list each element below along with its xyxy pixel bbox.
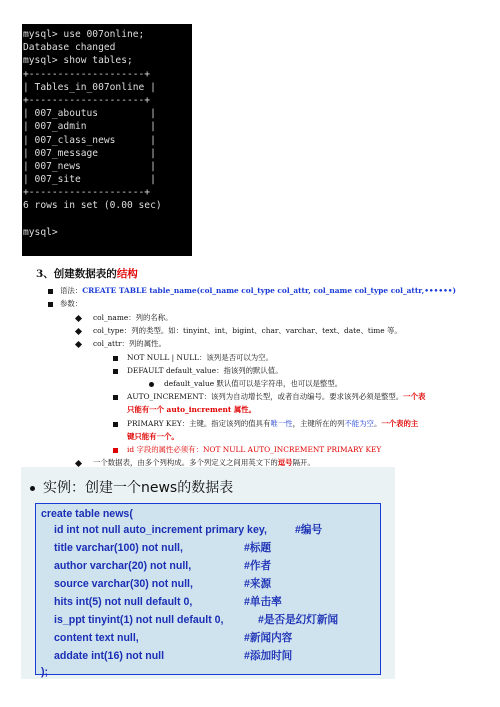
terminal-line: +--------------------+ — [23, 94, 151, 106]
code-comment: #是否是幻灯新闻 — [258, 614, 339, 626]
terminal-line: +--------------------+ — [23, 68, 151, 80]
code-comment: #单击率 — [244, 596, 282, 608]
code-line: source varchar(30) not null, — [54, 578, 193, 590]
param-col-type: col_type：列的类型。如：tinyint、int、bigint、char、varchar、text、date、time 等。 — [93, 326, 402, 335]
terminal-line: | 007_aboutus | — [23, 108, 156, 120]
square-bullet-icon — [113, 356, 118, 361]
code-comment: #新闻内容 — [244, 632, 293, 644]
code-line: hits int(5) not null default 0, — [54, 596, 193, 608]
terminal-line: | Tables_in_007online | — [23, 81, 156, 93]
terminal-line: | 007_class_news | — [23, 134, 156, 146]
code-line: create table news( — [41, 508, 133, 520]
auto-increment-emphasis: 一个表 — [403, 392, 426, 401]
pk-emphasis: 一个表的主 — [381, 419, 419, 428]
attr-default: DEFAULT default_value：指该列的默认值。 — [127, 366, 283, 375]
pk-emphasis-cont: 键只能有一个。 — [127, 432, 179, 441]
table-note-text: 一个数据表，由多个列构成。多个列定义之间用英文下的 — [93, 458, 278, 467]
terminal-line: mysql> use 007online; — [23, 29, 145, 40]
pk-unique: 唯一性 — [270, 419, 293, 428]
slide-title-text: 实例：创建一个news的数据表 — [43, 480, 234, 496]
code-line: author varchar(20) not null, — [54, 560, 192, 572]
diamond-bullet-icon — [75, 460, 82, 467]
pk-text: PRIMARY KEY：主键。指定该列的值具有 — [127, 419, 271, 428]
pk-text-mid: ，主键所在的列 — [292, 419, 345, 428]
diamond-bullet-icon — [75, 341, 82, 348]
square-bullet-icon — [48, 289, 53, 294]
dot-bullet-icon — [149, 382, 154, 387]
terminal-line: Database changed — [23, 42, 116, 54]
param-col-name: col_name：列的名称。 — [93, 313, 173, 322]
code-line: ); — [41, 666, 49, 678]
terminal-line: mysql> — [23, 226, 58, 238]
square-bullet-icon — [113, 422, 118, 427]
code-line: title varchar(100) not null, — [54, 542, 183, 554]
diamond-bullet-icon — [75, 315, 82, 322]
pk-period: 。 — [373, 419, 382, 428]
square-bullet-icon — [113, 448, 118, 453]
section-heading-highlight: 结构 — [116, 268, 138, 280]
terminal-line: | 007_message | — [23, 147, 156, 159]
terminal-line: | 007_site | — [23, 174, 156, 186]
pk-not-null: 不能为空 — [344, 419, 374, 428]
square-bullet-icon — [48, 302, 53, 307]
slide-title — [30, 477, 233, 497]
param-col-attr: col_attr：列的属性。 — [93, 339, 166, 348]
terminal-line: mysql> show tables; — [23, 55, 133, 67]
attr-primary-key — [127, 419, 418, 429]
attr-auto-increment — [127, 392, 425, 402]
code-comment: #编号 — [295, 524, 323, 536]
table-note-comma: 逗号 — [277, 458, 293, 467]
terminal-line — [23, 213, 192, 226]
terminal-line: 6 rows in set (0.00 sec) — [23, 200, 162, 212]
code-line: id int not null auto_increment primary key, — [54, 524, 267, 536]
square-bullet-icon — [113, 395, 118, 400]
id-field-note: id 字段的属性必须有：NOT NULL AUTO_INCREMENT PRIMARY KEY — [127, 445, 382, 454]
terminal-line: | 007_news | — [23, 160, 156, 172]
syntax-label: 语法： — [60, 286, 83, 295]
mysql-terminal — [22, 24, 192, 256]
terminal-line: | 007_admin | — [23, 121, 156, 133]
section-heading — [36, 266, 138, 281]
square-bullet-icon — [113, 369, 118, 374]
bullet-dot-icon — [30, 486, 35, 491]
attr-default-value: default_value 默认值可以是字符串，也可以是整型。 — [164, 379, 343, 388]
auto-increment-text: AUTO_INCREMENT：该列为自动增长型，或者自动编号。要求该列必须是整型。 — [127, 392, 404, 401]
code-comment: #添加时间 — [244, 650, 293, 662]
section-heading-text: 3、创建数据表的 — [36, 268, 117, 280]
code-comment: #来源 — [244, 578, 272, 590]
attr-not-null: NOT NULL | NULL：该列是否可以为空。 — [127, 353, 273, 362]
code-line: is_ppt tinyint(1) not null default 0, — [54, 614, 224, 626]
code-line: addate int(16) not null — [54, 650, 165, 662]
params-label: 参数： — [60, 299, 83, 308]
syntax-line — [60, 286, 456, 296]
code-comment: #作者 — [244, 560, 272, 572]
auto-increment-emphasis-cont: 只能有一个 auto_increment 属性。 — [127, 405, 257, 414]
table-note-end: 隔开。 — [292, 458, 315, 467]
code-line: content text null, — [54, 632, 139, 644]
diamond-bullet-icon — [75, 328, 82, 335]
syntax-code: CREATE TABLE table_name(col_name col_type col_attr, col_name col_type col_attr,••••••) — [82, 286, 457, 295]
code-comment: #标题 — [244, 542, 272, 554]
terminal-line: +--------------------+ — [23, 187, 151, 199]
